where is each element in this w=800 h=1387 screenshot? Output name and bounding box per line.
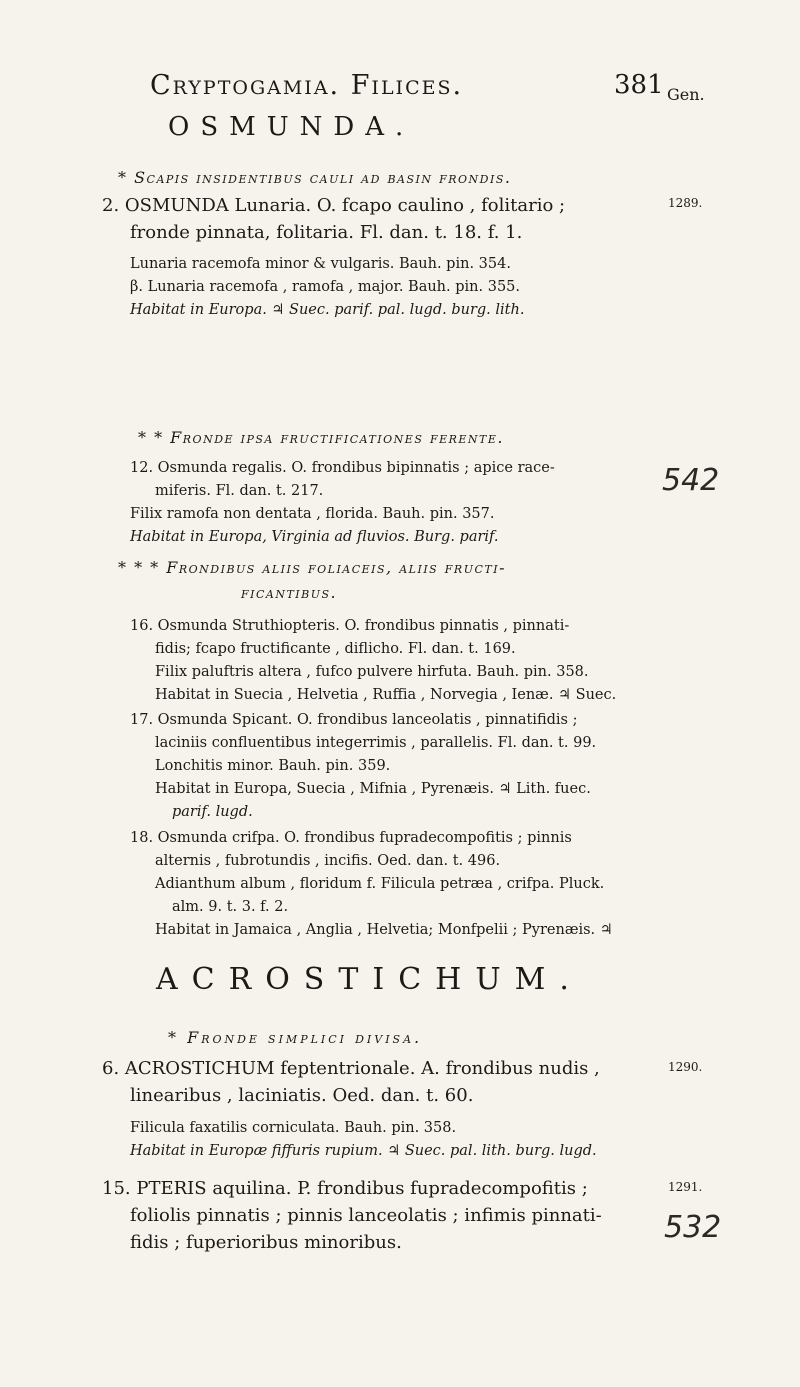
entry-12-line-4: Habitat in Europa, Virginia ad fluvios. Burg. parif. [130,529,499,545]
entry-18-line-3: Adianthum album , floridum f. Filicula petræa , crifpa. Pluck. [155,876,605,892]
margin-number-1289: 1289. [668,196,703,210]
entry-6-line-2: linearibus , laciniatis. Oed. dan. t. 60. [130,1085,474,1106]
entry-16-line-2: fidis; fcapo fructificante , diflicho. Fl. dan. t. 169. [155,641,516,657]
entry-17-line-1: 17. Osmunda Spicant. O. frondibus lanceolatis , pinnatifidis ; [130,712,578,728]
section-heading-1: * Scapis insidentibus cauli ad basin frondis. [118,168,512,187]
entry-2-line-1: 2. OSMUNDA Lunaria. O. fcapo caulino , folitario ; [102,195,566,216]
entry-15-line-3: fidis ; fuperioribus minoribus. [130,1232,402,1253]
handwritten-annotation-532: 532 [664,1210,722,1245]
entry-2-line-3: Lunaria racemofa minor & vulgaris. Bauh. pin. 354. [130,256,511,272]
margin-number-1291: 1291. [668,1180,703,1194]
handwritten-annotation-542: 542 [662,463,720,498]
entry-6-line-3: Filicula faxatilis corniculata. Bauh. pin. 358. [130,1120,457,1136]
entry-15-line-2: foliolis pinnatis ; pinnis lanceolatis ; infimis pinnati- [130,1205,602,1226]
entry-18-line-2: alternis , fubrotundis , incifis. Oed. dan. t. 496. [155,853,501,869]
section-heading-3-cont: ficantibus. [241,583,338,602]
entry-17-line-4: Habitat in Europa, Suecia , Mifnia , Pyrenæis. ♃ Lith. fuec. [155,781,591,797]
entry-2-line-5: Habitat in Europa. ♃ Suec. parif. pal. lugd. burg. lith. [130,302,525,318]
section-heading-3: * * * Frondibus aliis foliaceis, aliis fructi- [118,558,506,577]
section-heading-2: * * Fronde ipsa fructificationes ferente. [138,428,504,447]
entry-6-line-1: 6. ACROSTICHUM feptentrionale. A. frondibus nudis , [102,1058,600,1079]
entry-17-line-2: laciniis confluentibus integerrimis , parallelis. Fl. dan. t. 99. [155,735,597,751]
entry-6-line-4: Habitat in Europæ fiffuris rupium. ♃ Suec. pal. lith. burg. lugd. [130,1143,597,1159]
margin-gen-label: Gen. [667,85,705,104]
entry-2-line-2: fronde pinnata, folitaria. Fl. dan. t. 18. f. 1. [130,222,523,243]
entry-15-line-1: 15. PTERIS aquilina. P. frondibus fupradecompofitis ; [102,1178,588,1199]
entry-16-line-4: Habitat in Suecia , Helvetia , Ruffia , Norvegia , Ienæ. ♃ Suec. [155,687,617,703]
entry-12-line-3: Filix ramofa non dentata , florida. Bauh. pin. 357. [130,506,495,522]
section-heading-4: * Fronde simplici divisa. [168,1028,423,1047]
entry-17-line-3: Lonchitis minor. Bauh. pin. 359. [155,758,391,774]
entry-12-line-2: miferis. Fl. dan. t. 217. [155,483,324,499]
entry-18-line-4: alm. 9. t. 3. f. 2. [172,899,289,915]
page-number: 381 [614,70,664,100]
genus-heading-acrostichum: ACROSTICHUM. [156,962,583,997]
entry-17-line-5: parif. lugd. [172,804,253,820]
entry-16-line-1: 16. Osmunda Struthiopteris. O. frondibus pinnatis , pinnati- [130,618,570,634]
margin-number-1290: 1290. [668,1060,703,1074]
entry-2-line-4: β. Lunaria racemofa , ramofa , major. Bauh. pin. 355. [130,279,520,295]
genus-heading: OSMUNDA. [168,112,415,142]
entry-18-line-1: 18. Osmunda crifpa. O. frondibus fupradecompofitis ; pinnis [130,830,572,846]
entry-16-line-3: Filix paluftris altera , fufco pulvere hirfuta. Bauh. pin. 358. [155,664,589,680]
running-head: Cryptogamia. Filices. [150,70,464,101]
entry-12-line-1: 12. Osmunda regalis. O. frondibus bipinnatis ; apice race- [130,460,555,476]
entry-18-line-5: Habitat in Jamaica , Anglia , Helvetia; Monfpelii ; Pyrenæis. ♃ [155,922,613,938]
